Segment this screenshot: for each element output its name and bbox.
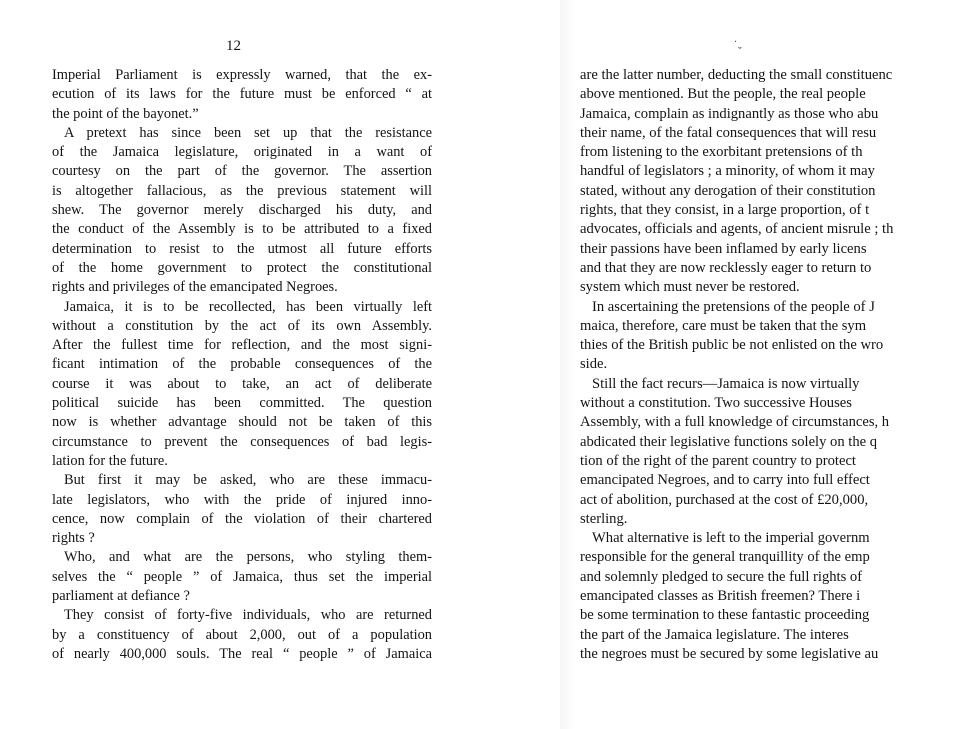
text-line: and that they are now recklessly eager to return to [580, 259, 872, 276]
text-line: of the Jamaica legislature, originated in a want of [52, 144, 432, 161]
text-line: Assembly, with a full knowledge of circumstances, h [580, 414, 890, 431]
text-line: emancipated classes as British freemen? There i [580, 588, 861, 605]
text-line: the part of the Jamaica legislature. The interes [580, 626, 849, 643]
text-line: lation for the future. [52, 452, 168, 469]
text-line: the negroes must be secured by some legislative au [580, 645, 879, 662]
right-page-number: ˑˬ [734, 37, 743, 49]
text-line: Jamaica, it is to be recollected, has been virtually left [64, 298, 432, 315]
text-line: rights, that they consist, in a large proportion, of t [580, 202, 870, 219]
right-page-text [580, 66, 980, 664]
text-line: Still the fact recurs—Jamaica is now virtually [592, 375, 860, 392]
text-line: emancipated Negroes, and to carry into full effect [580, 472, 870, 489]
text-line: parliament at defiance ? [52, 588, 190, 605]
text-line: Jamaica, complain as indignantly as those who abu [580, 105, 879, 122]
text-line: But first it may be asked, who are these immacu- [64, 472, 432, 489]
text-line: are the latter number, deducting the small constituenc [580, 67, 893, 83]
text-line: late legislators, who with the pride of injured inno- [52, 491, 432, 508]
text-line: rights ? [52, 530, 95, 547]
text-line: act of abolition, purchased at the cost of £20,000, [580, 491, 869, 508]
text-line: ecution of its laws for the future must be enforced “ at [52, 86, 432, 103]
text-line: their passions have been inflamed by early licens [580, 240, 867, 257]
text-line: circumstance to prevent the consequences of bad legis- [52, 433, 432, 450]
text-line: cence, now complain of the violation of their chartered [52, 510, 432, 527]
text-line: After the fullest time for reflection, and the most signi- [52, 337, 432, 354]
text-line: A pretext has since been set up that the resistance [64, 124, 432, 141]
left-page-text [52, 66, 432, 664]
text-line: is altogether fallacious, as the previous statement will [52, 182, 432, 199]
right-page [490, 0, 980, 729]
text-line: They consist of forty-five individuals, who are returned [64, 607, 432, 624]
text-line: maica, therefore, care must be taken that the sym [580, 317, 867, 334]
text-line: the conduct of the Assembly is to be attributed to a fixed [52, 221, 432, 238]
text-line: Imperial Parliament is expressly warned, that the ex- [52, 67, 432, 83]
text-line: stated, without any derogation of their constitution [580, 182, 876, 199]
text-line: of the home government to protect the constitutional [52, 259, 432, 276]
text-line: without a constitution. Two successive Houses [580, 395, 852, 412]
left-page-number: 12 [226, 38, 241, 54]
text-line: by a constituency of about 2,000, out of a population [52, 626, 432, 643]
text-line: abdicated their legislative functions solely on the q [580, 433, 878, 450]
text-line: without a constitution by the act of its own Assembly. [52, 317, 432, 334]
text-line: of nearly 400,000 souls. The real “ people ” of Jamaica [52, 645, 432, 662]
text-line: Who, and what are the persons, who styling them- [64, 549, 432, 566]
text-line: the point of the bayonet.” [52, 105, 199, 122]
text-line: What alternative is left to the imperial governm [592, 530, 870, 547]
text-line: responsible for the general tranquillity of the emp [580, 549, 870, 566]
text-line: courtesy on the part of the governor. The assertion [52, 163, 432, 180]
text-line: and solemnly pledged to secure the full rights of [580, 568, 863, 585]
text-line: now is whether advantage should not be taken of this [52, 414, 432, 431]
text-line: selves the “ people ” of Jamaica, thus set the imperial [52, 568, 432, 585]
text-line: thies of the British public be not enlisted on the wro [580, 337, 884, 354]
text-line: advocates, officials and agents, of ancient misrule ; th [580, 221, 894, 238]
text-line: tion of the right of the parent country to protect [580, 452, 856, 469]
text-line: their name, of the fatal consequences that will resu [580, 124, 877, 141]
text-line: handful of legislators ; a minority, of whom it may [580, 163, 875, 180]
text-line: determination to resist to the utmost all future efforts [52, 240, 432, 257]
text-line: course it was about to take, an act of deliberate [52, 375, 432, 392]
text-line: rights and privileges of the emancipated Negroes. [52, 279, 338, 296]
text-line: system which must never be restored. [580, 279, 800, 296]
text-line: sterling. [580, 510, 628, 527]
text-line: shew. The governor merely discharged his duty, and [52, 202, 432, 219]
text-line: side. [580, 356, 608, 373]
text-line: political suicide has been committed. The question [52, 395, 432, 412]
text-line: be some termination to these fantastic proceeding [580, 607, 870, 624]
text-line: above mentioned. But the people, the real people [580, 86, 866, 103]
text-line: In ascertaining the pretensions of the people of J [592, 298, 875, 315]
text-line: from listening to the exorbitant pretensions of th [580, 144, 863, 161]
text-line: ficant intimation of the probable consequences of the [52, 356, 432, 373]
